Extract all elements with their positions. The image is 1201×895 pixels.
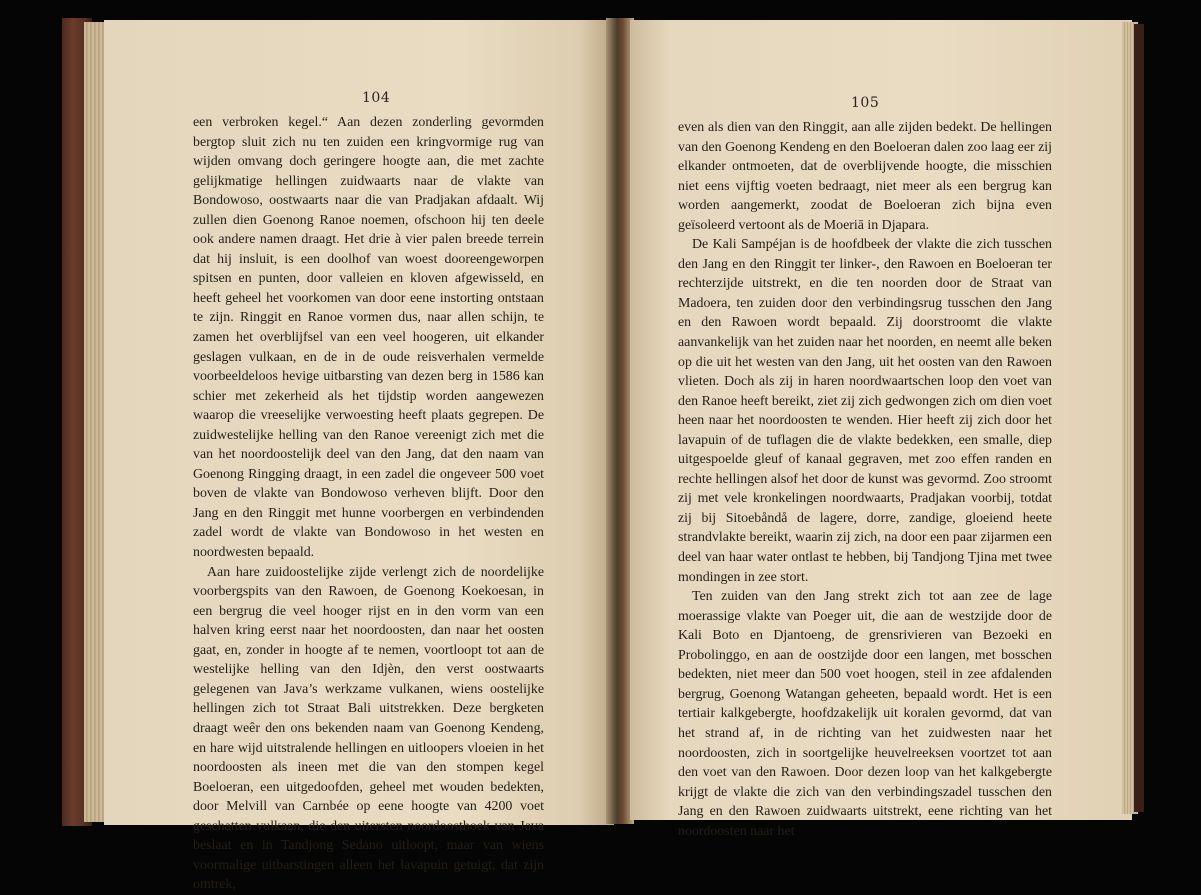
right-paragraph-1: even als dien van den Ringgit, aan alle zijden bedekt. De hellingen van den Goenong Kendeng en den Boeloeran dalen zoo laag eer zij elkander ontmoeten, dat de overblijvende hoogte, die misschien niet eens vijftig voeten bedraagt, niet meer als een bergrug kan worden aangemerkt, zoodat de Boeloeran zich bijna even geïsoleerd vertoont als de Moeriā in Djapara. [678, 120, 1052, 233]
right-page-text [678, 118, 1052, 841]
right-paragraph-3: Ten zuiden van den Jang strekt zich tot aan zee de lage moerassige vlakte van Poeger uit, die aan de westzijde door de Kali Boto en Djantoeng, de grensrivieren van Bezoeki en Probolinggo, en aan de oostzijde door een langen, met bosschen bedekten, niet meer dan 500 voet hoogen, steil in zee afdalenden bergrug, Goenong Watangan geheeten, bepaald wordt. Het is een tertiair kalkgebergte, hoofdzakelijk uit koralen gevormd, dat van het strand af, in de richting van het zuidwesten naar het noordoosten, zich in soortgelijke heuvelreeksen voortzet tot aan den voet van den Rawoen. Door dezen loop van het kalkgebergte krijgt de vlakte die zich van den verbindingszadel tusschen den Jang en den Rawoen zuidwaarts uitstrekt, eene richting van het noordoosten naar het [678, 589, 1052, 839]
left-paragraph-1: een verbroken kegel.“ Aan dezen zonderling gevormden bergtop sluit zich nu ten zuiden een kringvormige rug van wijden omvang doch geringere hoogte aan, die met zachte gelijkmatige hellingen zuidwaarts naar de vlakte van Bondowoso, oostwaarts naar die van Pradjakan afdaalt. Wij zullen dien Goenong Ranoe noemen, ofschoon hij ten deele ook andere namen draagt. Het drie à vier palen breede terrein dat hij insluit, is een doolhof van woest dooreengeworpen spitsen en punten, door valleien en kloven afgewisseld, en heeft geheel het voorkomen van door eene instorting ontstaan te zijn. Ringgit en Ranoe vormen dus, naar allen schijn, te zamen het overblijfsel van een veel hoogeren, uit elkander geslagen vulkaan, en de in de oude reisverhalen vermelde voorbeeldeloos hevige uitbarsting van dezen berg in 1586 kan schier met zekerheid als het tijdstip worden aangewezen waarop die vreeselijke verwoesting heeft plaats gegrepen. De zuidwestelijke helling van den Ranoe vereenigt zich met die van het noordoostelijk deel van den Jang, dat den naam van Goenong Ringging draagt, in een zadel die ongeveer 500 voet boven de vlakte van Bondowoso verheven blijft. Door den Jang en den Ringgit met hunne voorbergen en verbindenden zadel wordt de vlakte van Bondowoso in het westen en noordwesten bepaald. [193, 115, 544, 561]
left-page-number: 104 [362, 90, 391, 106]
left-paragraph-2: Aan hare zuidoostelijke zijde verlengt zich de noordelijke voorbergspits van den Rawoen, de Goenong Koekoesan, in een bergrug die veel hooger rijst en in den vorm van een halven kring eerst naar het noordoosten, dan naar het oosten gaat, en, zonder in hoogte af te nemen, voortloopt tot aan de westelijke helling van den Idjèn, den verst oostwaarts gelegenen van Java’s werkzame vulkanen, wiens oostelijke hellingen zich tot Straat Bali uitstrekken. Deze bergketen draagt weêr den ons bekenden naam van Goenong Kendeng, en hare wijd uitstralende hellingen en uitloopers vloeien in het noordoosten als ineen met die van den stompen kegel Boeloeran, een uitgedoofden, geheel met wouden bedekten, door Melvill van Carnbée op eene hoogte van 4200 voet geschatten vulkaan, die den uitersten noordoosthoek van Java beslaat en in Tandjong Sedano uitloopt, maar van wiens voormalige uitbarstingen alleen het lavapuin getuigt, dat zijn omtrek, [193, 564, 544, 893]
right-page-number: 105 [851, 95, 880, 111]
left-page-text [193, 113, 544, 895]
book-cover-right [1134, 24, 1144, 812]
right-paragraph-2: De Kali Sampéjan is de hoofdbeek der vlakte die zich tusschen den Jang en den Ringgit ter linker-, den Rawoen en Boeloeran ter rechterzijde uitstrekt, en die ten noorden door de Straat van Madoera, ten zuiden door den verbindingsrug tusschen den Jang en den Rawoen wordt bepaald. Zij doorstroomt die vlakte aanvankelijk van het zuiden naar het noorden, en neemt alle beken op die uit het westen van den Jang, uit het oosten van den Rawoen vlieten. Doch als zij in haren noordwaartschen loop den voet van den Ranoe heeft bereikt, ziet zij zich gedwongen zich om dien voet heen naar het noordoosten te wenden. Hier heeft zij zich door het lavapuin of de tuflagen die de vlakte bedekken, een smalle, diep uitgespoelde gleuf of kanaal gegraven, met zoo effen randen en rechte hellingen alsof het door de kunst was gevormd. Zoo stroomt zij met vele kronkelingen noordwaarts, Pradjakan voorbij, totdat zij bij Sitoebåndå de lagere, dorre, zandige, gloeiend heete strandvlakte bereikt, waarin zij zich, na door een paar zijarmen een deel van haar water ontlast te hebben, bij Tandjong Tjina met twee mondingen in zee stort. [678, 237, 1052, 585]
